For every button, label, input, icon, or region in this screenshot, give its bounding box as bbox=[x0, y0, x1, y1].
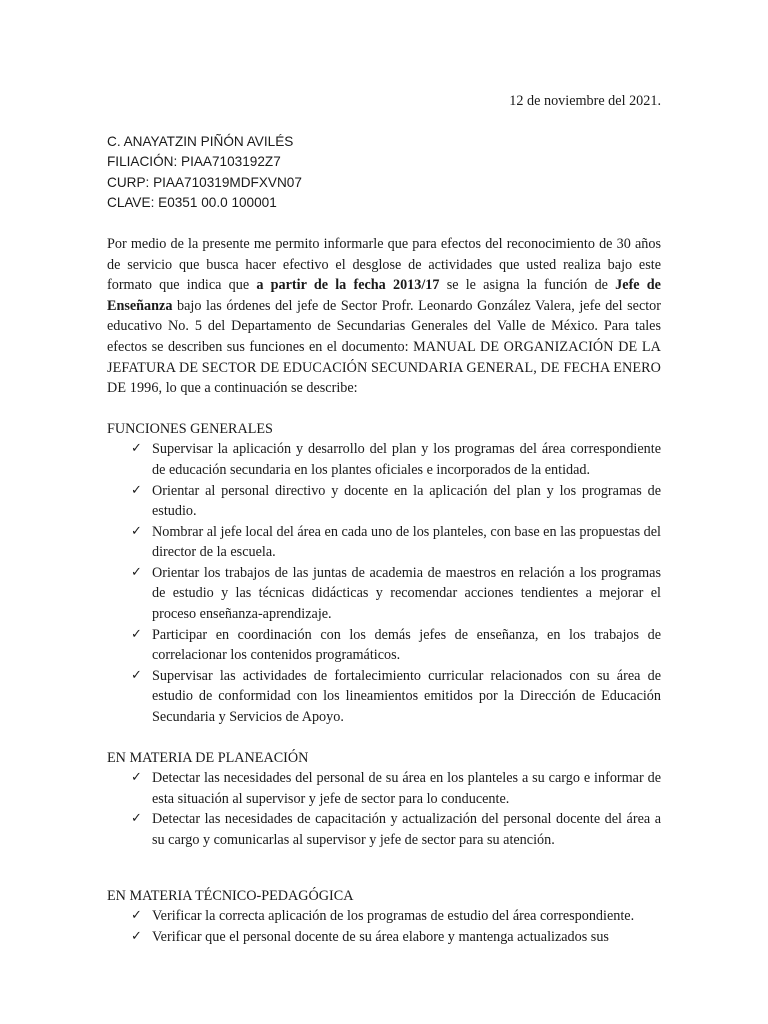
checkmark-icon: ✓ bbox=[131, 770, 142, 786]
list-item bbox=[107, 439, 661, 480]
intro-text-1: Por medio de la presente me permito informarle que para efectos del reconocimiento de 30 años de servicio que busca hacer efectivo el desglose de actividades que usted realiza bajo este formato que indica que bbox=[107, 235, 661, 294]
list-item-text: Orientar al personal directivo y docente en la aplicación del plan y los programas de estudio. bbox=[152, 482, 661, 520]
intro-paragraph bbox=[107, 234, 661, 399]
checkmark-icon: ✓ bbox=[131, 626, 142, 642]
recipient-name: C. ANAYATZIN PIÑÓN AVILÉS bbox=[107, 133, 294, 149]
list-item bbox=[107, 809, 661, 850]
recipient-curp: CURP: PIAA710319MDFXVN07 bbox=[107, 174, 302, 190]
intro-text-2: se le asigna la función de bbox=[446, 277, 608, 294]
intro-bold-date: a partir de la fecha 2013/17 bbox=[256, 277, 440, 294]
checkmark-icon: ✓ bbox=[131, 928, 142, 944]
list-item bbox=[107, 906, 661, 927]
list-item-text: Supervisar la aplicación y desarrollo del plan y los programas del área correspondiente de educación secundaria en los plantes oficiales e incorporados de la entidad. bbox=[152, 441, 661, 478]
recipient-clave: CLAVE: E0351 00.0 100001 bbox=[107, 195, 277, 211]
checkmark-icon: ✓ bbox=[131, 441, 142, 457]
recipient-filiacion: FILIACIÓN: PIAA7103192Z7 bbox=[107, 154, 281, 170]
section-title-planeacion: EN MATERIA DE PLANEACIÓN bbox=[107, 749, 309, 766]
checkmark-icon: ✓ bbox=[131, 667, 142, 683]
intro-text-3: bajo las órdenes del jefe de Sector Profr. Leonardo González Valera, jefe del sector educativo No. 5 del Departamento de Secundarias Generales del Valle de México. Para tales efectos se describen sus funciones en el documento: bbox=[107, 297, 662, 355]
section-title-tecnico-pedagogica: EN MATERIA TÉCNICO-PEDAGÓGICA bbox=[107, 887, 354, 904]
intro-manual-title: MANUAL DE ORGANIZACIÓN DE LA JEFATURA DE SECTOR DE EDUCACIÓN SECUNDARIA GENERAL, DE FECHA ENERO DE 1996, bbox=[107, 338, 661, 397]
checkmark-icon: ✓ bbox=[131, 908, 142, 924]
checkmark-icon: ✓ bbox=[131, 482, 142, 498]
list-item bbox=[107, 481, 661, 522]
checklist-tecnico-pedagogica bbox=[107, 906, 661, 947]
list-item bbox=[107, 563, 661, 625]
checkmark-icon: ✓ bbox=[131, 564, 142, 580]
list-item bbox=[107, 522, 661, 563]
checkmark-icon: ✓ bbox=[131, 523, 142, 539]
checklist-generales bbox=[107, 439, 661, 727]
checklist-planeacion bbox=[107, 768, 661, 850]
intro-text-4: lo que a continuación se describe: bbox=[165, 380, 358, 397]
list-item bbox=[107, 666, 661, 728]
section-title-generales: FUNCIONES GENERALES bbox=[107, 420, 273, 437]
checkmark-icon: ✓ bbox=[131, 811, 142, 827]
list-item-text: Orientar los trabajos de las juntas de academia de maestros en relación a los programas de estudio y las técnicas didácticas y recomendar acciones tendientes a mejorar el proceso enseñanza-aprendizaje. bbox=[152, 564, 661, 623]
intro-bold-role: Jefe de Enseñanza bbox=[107, 277, 661, 314]
letter-page bbox=[107, 91, 661, 947]
list-item-text: Detectar las necesidades del personal de su área en los planteles a su cargo e informar de esta situación al supervisor y jefe de sector para lo conducente. bbox=[152, 770, 661, 807]
letter-date: 12 de noviembre del 2021. bbox=[509, 93, 661, 109]
list-item bbox=[107, 927, 661, 948]
list-item-text: Participar en coordinación con los demás jefes de enseñanza, en los trabajos de correlacionar los contenidos programáticos. bbox=[152, 626, 661, 664]
list-item-text: Verificar que el personal docente de su área elabore y mantenga actualizados sus bbox=[152, 928, 609, 945]
list-item-text: Detectar las necesidades de capacitación y actualización del personal docente del área a su cargo y comunicarlas al supervisor y jefe de sector para su atención. bbox=[152, 811, 661, 848]
list-item-text: Supervisar las actividades de fortalecimiento curricular relacionados con su área de estudio de conformidad con los lineamientos emitidos por la Dirección de Educación Secundaria y Servicios de Apoyo. bbox=[152, 667, 661, 726]
list-item bbox=[107, 625, 661, 666]
list-item bbox=[107, 768, 661, 809]
list-item-text: Nombrar al jefe local del área en cada uno de los planteles, con base en las propuestas del director de la escuela. bbox=[152, 523, 661, 561]
list-item-text: Verificar la correcta aplicación de los programas de estudio del área correspondiente. bbox=[152, 908, 635, 925]
